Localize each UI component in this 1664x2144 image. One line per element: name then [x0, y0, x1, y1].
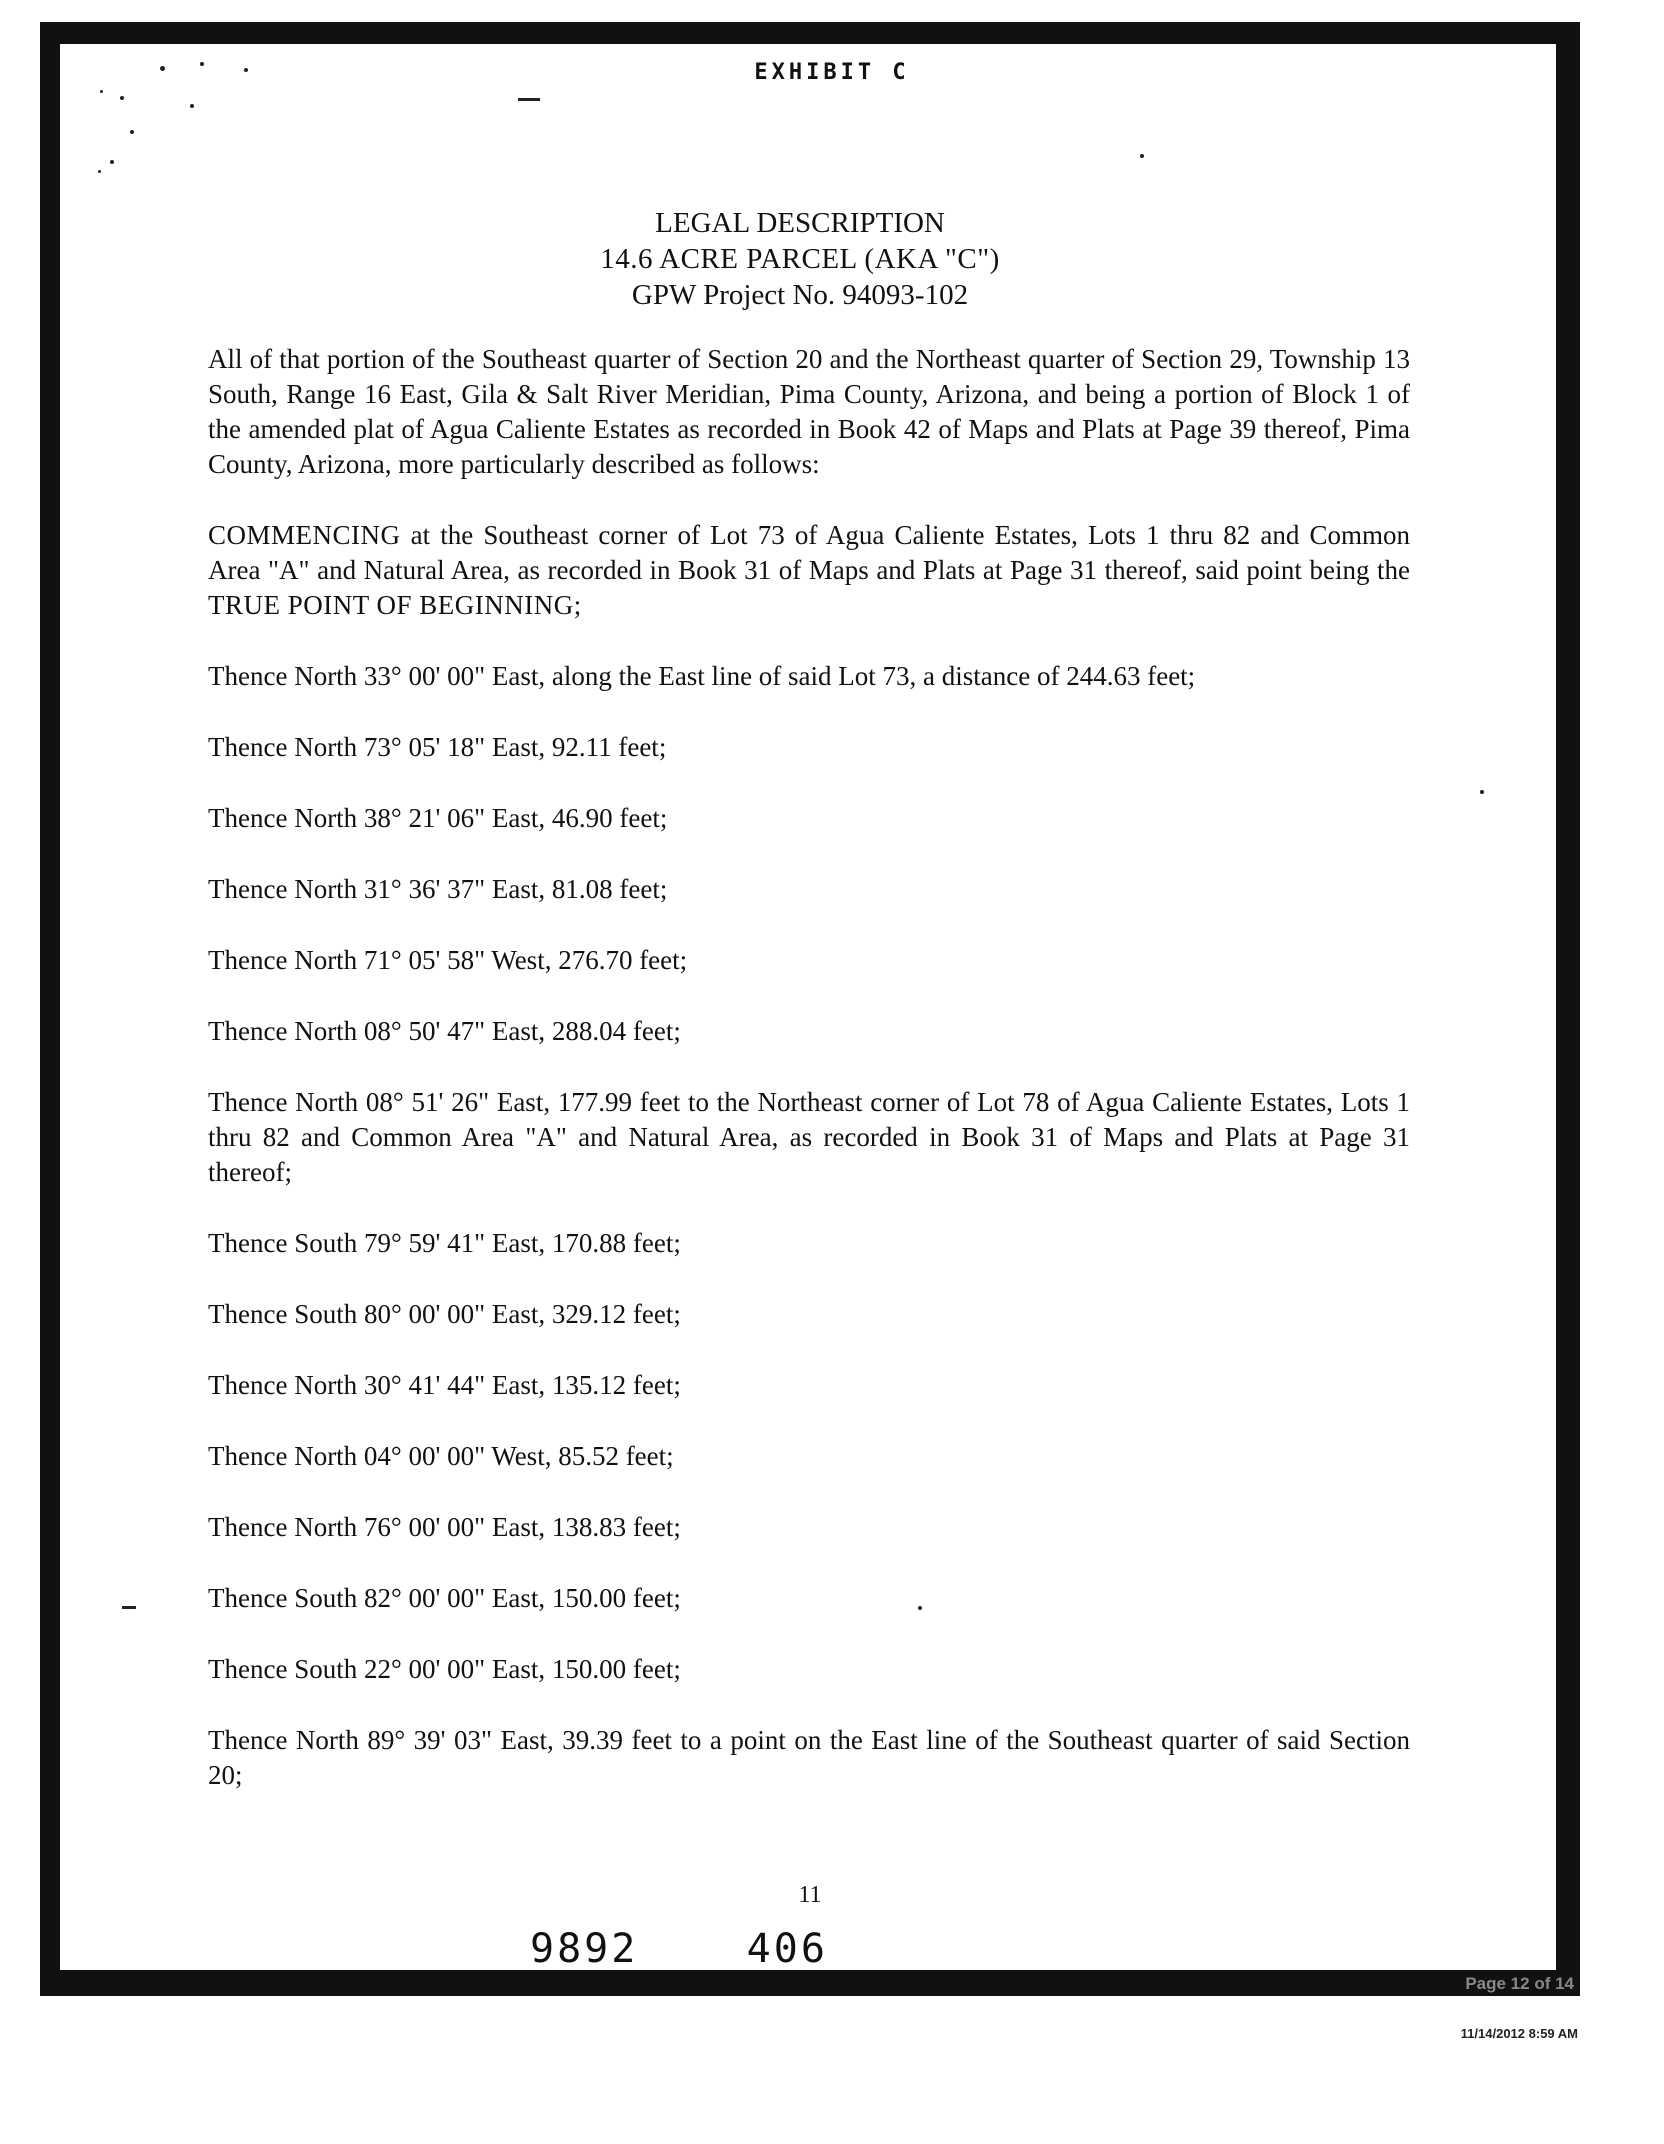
footer-timestamp: 11/14/2012 8:59 AM: [1460, 2026, 1578, 2041]
legal-description-body: [208, 342, 1410, 1829]
course-call: Thence South 80° 00' 00" East, 329.12 feet;: [208, 1299, 681, 1329]
course-call: Thence South 82° 00' 00" East, 150.00 feet;: [208, 1583, 681, 1613]
recording-number: 9892 406: [530, 1926, 828, 1972]
footer-page-indicator: Page 12 of 14: [1388, 1974, 1578, 1994]
intro-paragraph: All of that portion of the Southeast quarter of Section 20 and the Northeast quarter of Section 29, Township 13 South, Range 16 East, Gila & Salt River Meridian, Pima County, Arizona, and being a portion of Block 1 of the amended plat of Agua Caliente Estates as recorded in Book 42 of Maps and Plats at Page 39 thereof, Pima County, Arizona, more particularly described as follows:: [208, 344, 1410, 479]
scan-speck: [120, 96, 124, 100]
course-call: Thence North 04° 00' 00" West, 85.52 feet;: [208, 1441, 674, 1471]
true-point-of-beginning: TRUE POINT OF BEGINNING;: [208, 590, 582, 620]
scan-speck: [1140, 154, 1144, 158]
document-title: LEGAL DESCRIPTION: [655, 207, 945, 239]
scan-mark: [122, 1606, 136, 1609]
course-call: Thence North 31° 36' 37" East, 81.08 feet;: [208, 874, 668, 904]
scan-speck: [98, 170, 101, 173]
document-subtitle: 14.6 ACRE PARCEL (AKA "C"): [600, 243, 1000, 275]
scan-speck: [1480, 790, 1484, 794]
scan-mark: [518, 98, 540, 101]
commencing-word: COMMENCING: [208, 520, 401, 550]
course-call: Thence North 73° 05' 18" East, 92.11 feet;: [208, 732, 667, 762]
course-call: Thence South 22° 00' 00" East, 150.00 feet;: [208, 1654, 681, 1684]
document-heading: [0, 205, 1600, 313]
course-call: Thence North 08° 51' 26" East, 177.99 feet to the Northeast corner of Lot 78 of Agua Caliente Estates, Lots 1 thru 82 and Common Area "A" and Natural Area, as recorded in Book 31 of Maps and Plats at Page 31 thereof;: [208, 1087, 1410, 1187]
page-number: 11: [798, 1882, 822, 1908]
course-call: Thence North 71° 05' 58" West, 276.70 feet;: [208, 945, 688, 975]
course-call: Thence North 08° 50' 47" East, 288.04 feet;: [208, 1016, 681, 1046]
course-call: Thence North 38° 21' 06" East, 46.90 feet;: [208, 803, 668, 833]
scan-speck: [110, 160, 114, 164]
project-number: GPW Project No. 94093-102: [631, 279, 969, 311]
course-call: Thence North 76° 00' 00" East, 138.83 feet;: [208, 1512, 681, 1542]
commencing-text: at the Southeast corner of Lot 73 of Agua Caliente Estates, Lots 1 thru 82 and Common Area "A" and Natural Area, as recorded in Book 31 of Maps and Plats at Page 31 thereof, said point being the: [208, 520, 1410, 585]
scan-speck: [100, 90, 103, 93]
exhibit-label: EXHIBIT C: [754, 60, 910, 85]
scan-border-left: [40, 22, 60, 1994]
course-call: Thence South 79° 59' 41" East, 170.88 feet;: [208, 1228, 681, 1258]
scan-speck: [190, 104, 194, 108]
course-call: Thence North 30° 41' 44" East, 135.12 feet;: [208, 1370, 681, 1400]
scan-border-top: [40, 22, 1580, 44]
course-call: Thence North 33° 00' 00" East, along the East line of said Lot 73, a distance of 244.63 feet;: [208, 661, 1196, 691]
scan-border-bottom: [40, 1970, 1580, 1996]
scan-speck: [130, 130, 134, 134]
scan-border-right: [1556, 22, 1580, 1994]
commencing-paragraph: [208, 518, 1410, 623]
course-call: Thence North 89° 39' 03" East, 39.39 feet to a point on the East line of the Southeast quarter of said Section 20;: [208, 1725, 1410, 1790]
